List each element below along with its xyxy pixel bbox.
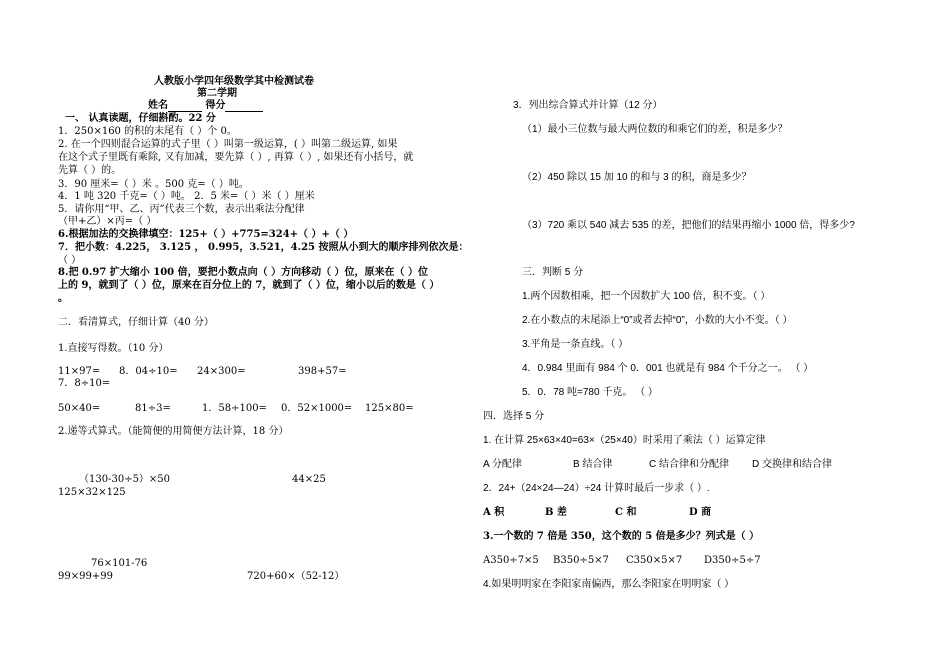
question-8-line-2: 上的 9，就到了（ ）位，原来在百分位上的 7，就到了（ ）位，缩小以后的数是（ ） xyxy=(58,280,440,291)
score-label: 得分 xyxy=(205,100,226,111)
section-3-title: 三．判断 5 分 xyxy=(522,267,584,278)
judge-4: 4．0.984 里面有 984 个 0．001 也就是有 984 个千分之一。 （ ） xyxy=(522,363,814,374)
calc-item: 125×80= xyxy=(365,403,414,414)
section-4-title: 四．选择 5 分 xyxy=(483,411,545,422)
problem-2: （2）450 除以 15 加 10 的和与 3 的积，商是多少？ xyxy=(522,172,752,183)
calc-item: 11×97= xyxy=(58,366,101,377)
name-blank xyxy=(168,101,202,112)
semester-label: 第二学期 xyxy=(197,88,237,99)
question-7-line-2: （ ） xyxy=(58,255,82,266)
name-score-line xyxy=(148,99,263,112)
choice-option: C 和 xyxy=(615,507,637,518)
expression: 125×32×125 xyxy=(58,487,126,498)
choice-4: 4.如果明明家在李阳家南偏西，那么李阳家在明明家（ ） xyxy=(483,579,735,590)
question-6: 6.根据加法的交换律填空：125+（ ）+775=324+（ ）+（ ） xyxy=(58,229,354,240)
question-8-line-1: 8.把 0.97 扩大缩小 100 倍，要把小数点向（ ）方向移动（ ）位，原来在（ ）位 xyxy=(58,267,429,278)
judge-2: 2.在小数点的末尾添上“0”或者去掉“0”，小数的大小不变。（ ） xyxy=(522,315,793,326)
expression: （130-30÷5）×50 xyxy=(79,474,171,485)
name-label: 姓名 xyxy=(148,100,168,111)
problem-1: （1）最小三位数与最大两位数的和乘它们的差，积是多少？ xyxy=(522,124,788,135)
choice-option: B 差 xyxy=(545,507,567,518)
section-2-title: 二．看清算式，仔细计算（40 分） xyxy=(58,317,214,328)
choice-option: B 结合律 xyxy=(573,459,613,470)
question-5-line-1: 5．请你用“甲、乙、丙”代表三个数，表示出乘法分配律 xyxy=(58,204,305,215)
calc-item: 0．52×1000= xyxy=(281,403,353,414)
judge-1: 1.两个因数相乘，把一个因数扩大 100 倍，积不变。（ ） xyxy=(522,291,771,302)
expression: 720+60×（52-12） xyxy=(247,571,345,582)
choice-option: A 积 xyxy=(483,507,505,518)
calc-item: 1．58÷100= xyxy=(202,403,267,414)
score-blank xyxy=(225,101,263,112)
question-8-line-3: 。 xyxy=(58,293,68,304)
judge-3: 3.平角是一条直线。（ ） xyxy=(522,339,629,350)
question-4: 4．1 吨 320 千克=（ ）吨。 2．5 米=（ ）米（ ）厘米 xyxy=(58,191,315,202)
question-2-line-3: 先算（ ）的。 xyxy=(58,165,122,176)
choice-option: C350×5×7 xyxy=(626,555,683,566)
subsection-3-title: 3．列出综合算式并计算（12 分） xyxy=(513,100,663,111)
subsection-2-title: 2.递等式算式。（能简便的用简便方法计算，18 分） xyxy=(58,426,289,437)
question-2-line-2: 在这个式子里既有乘除, 又有加减，要先算（ ）, 再算（ ）, 如果还有小括号，就 xyxy=(58,152,414,163)
question-2-line-1: 2. 在一个四则混合运算的式子里（ ）叫第一级运算，( ）叫第二级运算, 如果 xyxy=(58,139,398,150)
expression: 99×99+99 xyxy=(58,571,113,582)
calc-item: 24×300= xyxy=(197,366,246,377)
question-1: 1．250×160 的积的末尾有（ ）个 0。 xyxy=(58,126,237,137)
calc-item: 7．8÷10= xyxy=(58,378,111,389)
question-3: 3．90 厘米=（ ）米 。500 克=（ ）吨。 xyxy=(58,179,249,190)
calc-item: 81÷3= xyxy=(135,403,171,414)
choice-3: 3.一个数的 7 倍是 350，这个数的 5 倍是多少？列式是（ ） xyxy=(483,531,760,542)
choice-option: C 结合律和分配律 xyxy=(649,459,729,470)
exam-title: 人教版小学四年级数学其中检测试卷 xyxy=(154,76,314,87)
choice-option: D350÷5÷7 xyxy=(704,555,761,566)
choice-option: B350÷5×7 xyxy=(553,555,609,566)
expression: 76×101-76 xyxy=(91,558,148,569)
judge-5: 5．0．78 吨=780 千克。 （ ） xyxy=(522,387,658,398)
choice-option: A350÷7×5 xyxy=(483,555,539,566)
section-1-title: 一、 认真读题，仔细斟酌。22 分 xyxy=(65,113,216,124)
question-5-line-2: （甲+乙）×丙=（ ） xyxy=(58,216,157,227)
calc-item: 8．04÷10= xyxy=(119,366,178,377)
calc-item: 50×40= xyxy=(58,403,101,414)
choice-1: 1. 在计算 25×63×40=63×（25×40）时采用了乘法（ ）运算定律 xyxy=(483,435,766,446)
choice-option: D 商 xyxy=(689,507,712,518)
choice-option: A 分配律 xyxy=(483,459,522,470)
subsection-1-title: 1.直接写得数。（10 分） xyxy=(58,343,169,354)
problem-3: （3）720 乘以 540 减去 535 的差，把他们的结果再缩小 1000 倍，得多少? xyxy=(522,220,855,231)
choice-option: D 交换律和结合律 xyxy=(752,459,832,470)
expression: 44×25 xyxy=(292,474,326,485)
choice-2: 2．24+（24×24—24）÷24 计算时最后一步求（ ）. xyxy=(483,483,710,494)
calc-item: 398+57= xyxy=(298,366,347,377)
question-7-line-1: 7．把小数：4.225， 3.125 ， 0.995，3.521，4.25 按照从小到大的顺序排列依次是： xyxy=(58,242,469,253)
